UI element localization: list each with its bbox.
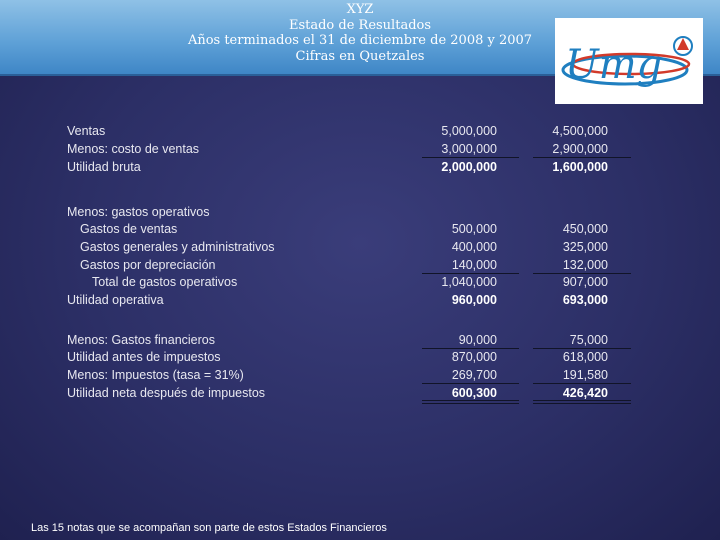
rule-2007-costo-ventas (533, 157, 631, 158)
statement-title-block (150, 2, 570, 64)
row-label-gastos-generales: Gastos generales y administrativos (80, 240, 275, 254)
value-2008-total-gastos: 1,040,000 (441, 275, 497, 289)
value-2008-gastos-generales: 400,000 (451, 240, 497, 254)
value-2007-impuestos: 191,580 (562, 368, 608, 382)
row-label-utilidad-antes-impuestos: Utilidad antes de impuestos (67, 350, 221, 364)
umg-logo (555, 18, 703, 104)
statement-title: Estado de Resultados (288, 17, 432, 33)
row-label-utilidad-neta: Utilidad neta después de impuestos (67, 386, 266, 400)
rule-2008-gastos-financieros (422, 348, 519, 349)
rule-2008-impuestos (422, 383, 519, 384)
row-label-gastos-financieros: Menos: Gastos financieros (67, 333, 215, 347)
value-2008-gastos-financieros: 90,000 (458, 333, 497, 347)
value-2007-costo-ventas: 2,900,000 (552, 142, 608, 156)
value-2007-gastos-generales: 325,000 (562, 240, 608, 254)
value-2007-utilidad-bruta: 1,600,000 (552, 160, 608, 174)
row-label-impuestos: Menos: Impuestos (tasa = 31%) (67, 368, 244, 382)
rule-2007-gastos-financieros (533, 348, 631, 349)
logo-lettering: Umg (565, 42, 663, 88)
row-label-total-gastos: Total de gastos operativos (92, 275, 238, 289)
value-2008-depreciacion: 140,000 (451, 258, 497, 272)
rule-2008-depreciacion (422, 273, 519, 274)
value-2008-costo-ventas: 3,000,000 (441, 142, 497, 156)
value-2007-utilidad-operativa: 693,000 (562, 293, 608, 307)
value-2008-utilidad-bruta: 2,000,000 (441, 160, 497, 174)
value-2007-utilidad-neta: 426,420 (562, 386, 608, 400)
value-2008-utilidad-operativa: 960,000 (451, 293, 497, 307)
row-label-gastos-operativos: Menos: gastos operativos (67, 205, 210, 219)
value-2008-utilidad-neta: 600,300 (451, 386, 497, 400)
row-label-utilidad-operativa: Utilidad operativa (67, 293, 164, 307)
value-2007-utilidad-antes-impuestos: 618,000 (562, 350, 608, 364)
row-label-costo-ventas: Menos: costo de ventas (67, 142, 200, 156)
row-label-gastos-ventas: Gastos de ventas (80, 222, 178, 236)
row-label-ventas: Ventas (67, 124, 106, 138)
value-2008-gastos-ventas: 500,000 (451, 222, 497, 236)
value-2008-utilidad-antes-impuestos: 870,000 (451, 350, 497, 364)
rule-2007-depreciacion (533, 273, 631, 274)
row-label-utilidad-bruta: Utilidad bruta (67, 160, 141, 174)
rule-2007-impuestos (533, 383, 631, 384)
double-rule-2007-utilidad-neta (533, 400, 631, 404)
row-label-depreciacion: Gastos por depreciación (80, 258, 216, 272)
value-2007-ventas: 4,500,000 (552, 124, 608, 138)
statement-period: Años terminados el 31 de diciembre de 2008 y 2007 (187, 33, 533, 48)
double-rule-2008-utilidad-neta (422, 400, 519, 404)
value-2007-gastos-ventas: 450,000 (562, 222, 608, 236)
footnote: Las 15 notas que se acompañan son parte de estos Estados Financieros (31, 522, 387, 534)
rule-2008-costo-ventas (422, 157, 519, 158)
value-2008-impuestos: 269,700 (451, 368, 497, 382)
company-name: XYZ (346, 2, 374, 17)
statement-units: Cifras en Quetzales (295, 48, 425, 64)
value-2007-depreciacion: 132,000 (562, 258, 608, 272)
value-2007-gastos-financieros: 75,000 (569, 333, 608, 347)
value-2007-total-gastos: 907,000 (562, 275, 608, 289)
value-2008-ventas: 5,000,000 (441, 124, 497, 138)
